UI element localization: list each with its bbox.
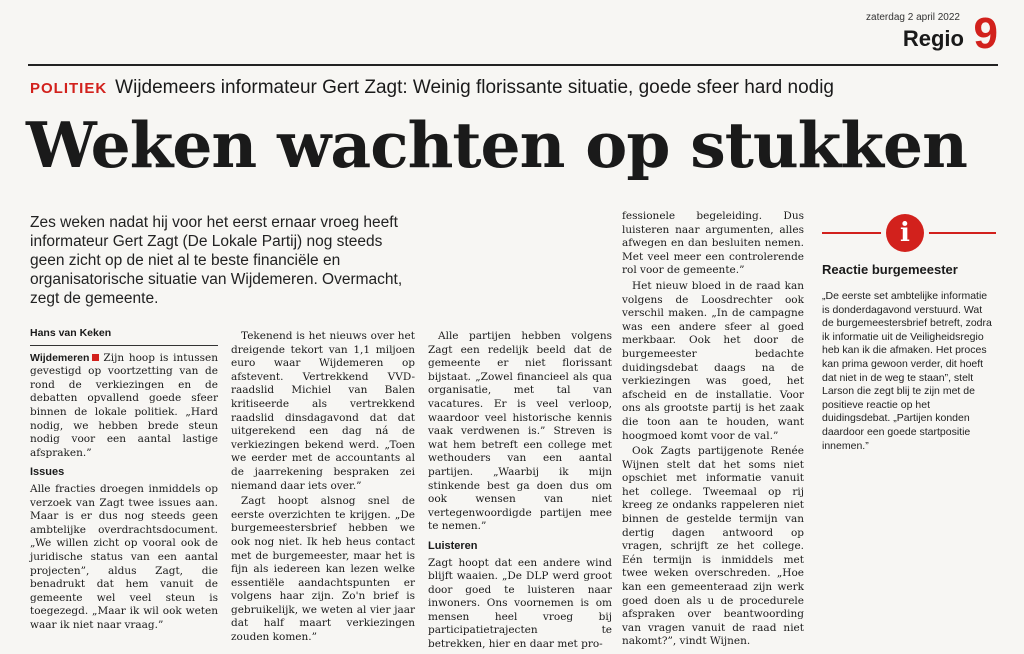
article-column-1 [30,327,218,634]
kicker-text: Wijdemeers informateur Gert Zagt: Weinig florissante situatie, goede sfeer hard nodig [115,77,834,98]
sidebar-text: „De eerste set ambtelijke informatie is donderdagavond verstuurd. Wat de burgemeestersbrief betreft, zodra ik informatie uit de Veiligheidsregio heb kan ik die afmaken. Het proces kan prima gewoon verder, dit hoeft dat niet in de weg te staan”, stelt Larson die zegt blij te zijn met de positieve reactie op het duidingsdebat. „Partijen konden daardoor een goede startpositie innemen.” [822,290,992,452]
article-paragraph: Alle fracties droegen inmiddels op verzoek van Zagt twee issues aan. Maar is er dus nog steeds geen ambtelijke overdrachtsdocument. „We willen zicht op vooral ook de juridische status van een aantal projecten”, aldus Zagt, die benadrukt dat hem vanuit de gemeente wel veel steun is toegezegd. „Maar ik wil ook weten waar ik niet naar vraag.” [30,482,218,631]
kicker-tag: POLITIEK [30,80,108,97]
subheading-luisteren: Luisteren [428,539,478,552]
article-paragraph: Zagt hoopt alsnog snel de eerste overzichten te krijgen. „De burgemeestersbrief hebben we ook nog niet. Ik heb heus contact met de burgemeester, maar het is fijn als iedereen kan lezen welke essentiële aandachtspunten er volgens haar zijn. Zo'n brief is gebruikelijk, we weten al vier jaar dat half maart verkiezingen zouden komen.” [231,495,415,644]
article-column-2 [231,330,415,647]
kicker [30,77,834,99]
article-column-3 [428,330,612,654]
info-icon: i [886,214,924,252]
article-paragraph: Tekenend is het nieuws over het dreigende tekort van 1,1 miljoen euro waar Wijdemeren op afstevent. Vertrekkend VVD-raadslid Michiel van Balen kritiseerde als vertrekkend raadslid dinsdagavond dat dat uitgerekend een dag ná de verkiezingen bekend werd. „Toen we eerder met de accountants al de jaarrekening bespraken zei niemand daar iets over.” [231,330,415,492]
dateline-square-icon [92,354,99,361]
dateline: Wijdemeren [30,351,90,364]
headline: Weken wachten op stukken [26,108,967,182]
top-rule [28,64,998,66]
article-paragraph: Ook Zagts partijgenote Renée Wijnen stelt dat het soms niet opschiet met informatie vanuit het college. Tweemaal op rij kreeg ze ondanks rappeleren niet binnen de gestelde termijn van dertig dagen antwoord op vragen, schrijft ze het college. Eén termijn is inmiddels met twee weken overschreden. „Hoe kan een gemeenteraad zijn werk goed doen als u de procedurele afspraken over beantwoording van vragen vanuit de raad niet nakomt?”, vindt Wijnen. [622,445,804,648]
page-number: 9 [973,9,998,58]
article-paragraph: Alle partijen hebben volgens Zagt een redelijk beeld dat de gemeente er niet florissant bijstaat. „Zowel financieel als qua organisatie, met tal van vacatures. Er is veel verloop, waardoor veel historische kennis vaak verdwenen is.” Streven is wat hem betreft een college met wethouders van een aantal partijen. „Waarbij ik mijn stinkende best ga doen dus om ook wensen van niet vertegenwoordigde partijen mee te nemen.” [428,330,612,533]
article-column-4 [622,210,804,651]
article-paragraph: Het nieuw bloed in de raad kan volgens de Loosdrechter ook verschil maken. „In de campagne was een andere sfeer al goed merkbaar. Ook het door de burgemeester bedachte duidingsdebat daags na de verkiezingen was goed, het afscheid en de installatie. Voor ons als grootste partij is het zaak die toon aan te houden, want hoogmoed komt voor de val.” [622,279,804,442]
section-name: Regio [902,26,964,51]
intro-paragraph: Zes weken nadat hij voor het eerst ernaar vroeg heeft informateur Gert Zagt (De Lokale Partij) nog steeds geen zicht op de niet al te beste financiële en organisatorische situatie van Wijdemeren. Overmacht, zegt de gemeente. [30,214,403,307]
article-paragraph [30,352,218,461]
issue-date: zaterdag 2 april 2022 [866,12,960,23]
paragraph-text: Zijn hoop is intussen gevestigd op voortzetting van de rond de verkiezingen en de debatten opvallend goede sfeer binnen de lokale politiek. „Hard nodig, we hebben brede steun nodig voor een aantal lastige afspraken.” [30,351,218,459]
article-paragraph: Zagt hoopt dat een andere wind blijft waaien. „De DLP werd groot door goed te luisteren naar inwoners. Ons voornemen is om mensen heel vroeg bij participatietrajecten te betrekken, hier en daar met pro- [428,556,612,651]
byline: Hans van Keken [30,327,218,346]
subheading-issues: Issues [30,466,65,479]
sidebar-title: Reactie burgemeester [822,262,958,277]
article-paragraph: fessionele begeleiding. Dus luisteren naar argumenten, alles afwegen en dan besluiten nemen. Met veel meer een controlerende rol voor de gemeente.” [622,210,804,277]
